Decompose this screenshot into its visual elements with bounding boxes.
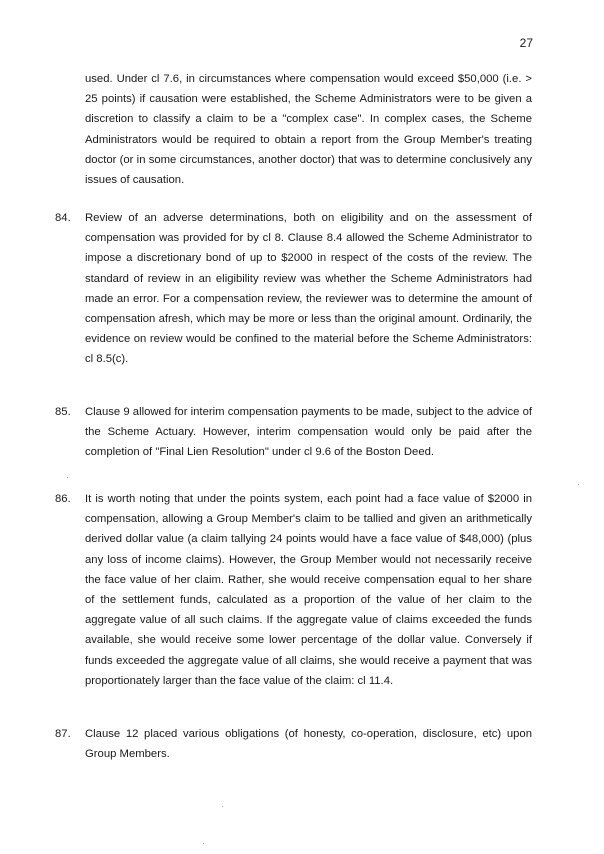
page-number: 27 (519, 36, 533, 50)
paragraph-number-85: 85. (55, 406, 71, 418)
scan-speck (222, 806, 223, 807)
paragraph-84-text: Review of an adverse determinations, both on eligibility and on the assessment of compensation was provided for by cl 8. Clause 8.4 allowed the Scheme Administrator to impose a discretionary bond of up to $2000 in respect of the costs of the review. The standard of review in an eligibility review was whether the Scheme Administrators had made an error. For a compensation review, the reviewer was to determine the amount of compensation afresh, which may be more or less than the original amount. Ordinarily, the evidence on review would be confined to the material before the Scheme Administrators: cl 8.5(c). (85, 212, 532, 366)
paragraph-number-86: 86. (55, 493, 71, 505)
scan-speck (67, 477, 68, 478)
paragraph-number-84: 84. (55, 212, 71, 224)
paragraph-86-text: It is worth noting that under the points system, each point had a face value of $2000 in compensation, allowing a Group Member's claim to be tallied and given an arithmetically derived dollar value (a claim tallying 24 points would have a face value of $48,000) (plus any loss of income claims). However, the Group Member would not necessarily receive the face value of her claim. Rather, she would receive compensation equal to her share of the settlement funds, calculated as a proportion of the value of her claim to the aggregate value of all such claims. If the aggregate value of claims exceeded the funds available, she would receive some lower percentage of the dollar value. Conversely if funds exceeded the aggregate value of all claims, she would receive a payment that was proportionately larger than the face value of the claim: cl 11.4. (85, 493, 532, 687)
continuation-paragraph: used. Under cl 7.6, in circumstances where compensation would exceed $50,000 (i.e. > 25 points) if causation were established, the Scheme Administrators were to be given a discretion to classify a claim to be a "complex case". In complex cases, the Scheme Administrators would be required to obtain a report from the Group Member's treating doctor (or in some circumstances, another doctor) that was to determine conclusively any issues of causation. (85, 73, 532, 187)
paragraph-85-text: Clause 9 allowed for interim compensation payments to be made, subject to the advice of the Scheme Actuary. However, interim compensation would only be paid after the completion of "Final Lien Resolution" under cl 9.6 of the Boston Deed. (85, 406, 532, 459)
scan-speck (203, 843, 204, 844)
paragraph-87-text: Clause 12 placed various obligations (of honesty, co-operation, disclosure, etc) upon Group Members. (85, 728, 532, 761)
paragraph-number-87: 87. (55, 728, 71, 740)
scan-speck (578, 484, 579, 485)
